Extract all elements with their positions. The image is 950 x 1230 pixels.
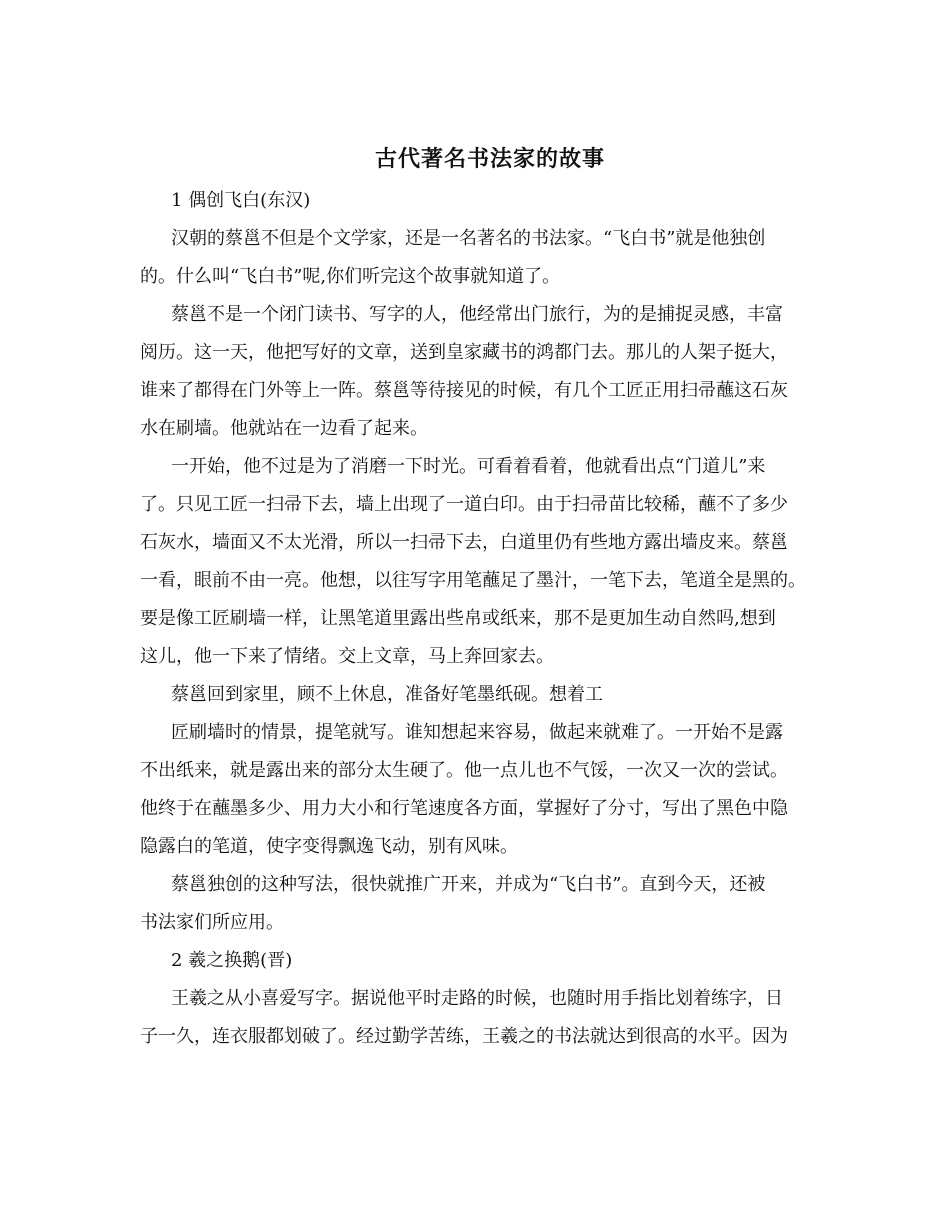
text-line: 阅历。这一天，他把写好的文章，送到皇家藏书的鸿都门去。那儿的人架子挺大， <box>140 342 788 363</box>
text-line: 蔡邕不是一个闭门读书、写字的人，他经常出门旅行，为的是捕捉灵感，丰富 <box>171 304 783 325</box>
text-line: 石灰水，墙面又不太光滑，所以一扫帚下去，白道里仍有些地方露出墙皮来。蔡邕 <box>140 532 788 553</box>
text-line: 2 羲之换鹅(晋) <box>171 950 293 971</box>
text-line: 的。什么叫“飞白书”呢,你们听完这个故事就知道了。 <box>140 266 561 287</box>
text-line: 谁来了都得在门外等上一阵。蔡邕等待接见的时候，有几个工匠正用扫帚蘸这石灰 <box>140 380 788 401</box>
text-line: 一开始，他不过是为了消磨一下时光。可看着看着，他就看出点“门道儿”来 <box>171 456 766 477</box>
text-line: 一看，眼前不由一亮。他想，以往写字用笔蘸足了墨汁，一笔下去，笔道全是黑的。 <box>140 570 806 591</box>
text-line: 不出纸来，就是露出来的部分太生硬了。他一点儿也不气馁，一次又一次的尝试。 <box>140 760 788 781</box>
text-line: 这儿，他一下来了情绪。交上文章，马上奔回家去。 <box>140 646 554 667</box>
text-line: 要是像工匠刷墙一样，让黑笔道里露出些帛或纸来，那不是更加生动自然吗,想到 <box>140 608 776 629</box>
page-title: 古代著名书法家的故事 <box>374 146 605 172</box>
text-line: 他终于在蘸墨多少、用力大小和行笔速度各方面，掌握好了分寸，写出了黑色中隐 <box>140 798 788 819</box>
text-line: 匠刷墙时的情景，提笔就写。谁知想起来容易，做起来就难了。一开始不是露 <box>171 722 783 743</box>
text-line: 子一久，连衣服都划破了。经过勤学苦练，王羲之的书法就达到很高的水平。因为 <box>140 1026 788 1047</box>
text-line: 王羲之从小喜爱写字。据说他平时走路的时候，也随时用手指比划着练字，日 <box>171 988 783 1009</box>
text-line: 蔡邕回到家里，顾不上休息，准备好笔墨纸砚。想着工 <box>171 684 603 705</box>
text-line: 了。只见工匠一扫帚下去，墙上出现了一道白印。由于扫帚苗比较稀，蘸不了多少 <box>140 494 788 515</box>
text-line: 书法家们所应用。 <box>140 912 284 933</box>
document-body <box>140 182 830 1056</box>
text-line: 水在刷墙。他就站在一边看了起来。 <box>140 418 428 439</box>
text-line: 蔡邕独创的这种写法，很快就推广开来，并成为“飞白书”。直到今天，还被 <box>171 874 766 895</box>
text-line: 隐露白的笔道，使字变得飘逸飞动，别有风味。 <box>140 836 518 857</box>
text-line: 汉朝的蔡邕不但是个文学家，还是一名著名的书法家。“飞白书”就是他独创 <box>171 228 766 249</box>
text-line: 1 偶创飞白(东汉) <box>171 190 311 211</box>
